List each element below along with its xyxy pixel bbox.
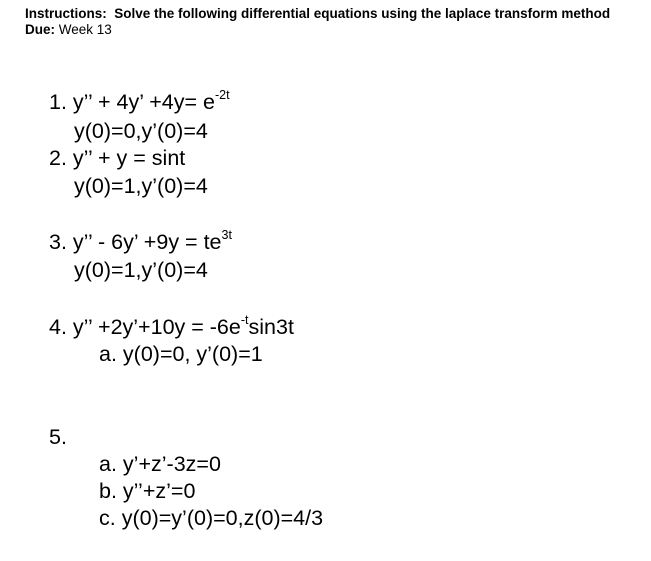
problem-4-number: 4. bbox=[49, 315, 67, 339]
due-line bbox=[25, 22, 625, 38]
instructions-text: Solve the following differential equations using the laplace transform method bbox=[114, 6, 611, 21]
problem-4-equation-main: y’’ +2y’+10y = -6e bbox=[72, 315, 241, 339]
problem-5-sub-a-text: y’+z’-3z=0 bbox=[122, 452, 221, 476]
problem-5-sub-c-label: c. bbox=[99, 506, 116, 530]
problem-5-sub-a-label: a. bbox=[99, 452, 117, 476]
due-label: Due: bbox=[25, 22, 55, 37]
problem-1-exponent: -2t bbox=[214, 88, 230, 102]
problem-4-sub-a-label: a. bbox=[99, 342, 117, 366]
problem-3-equation bbox=[49, 229, 232, 258]
problem-3-conditions: y(0)=1,y’(0)=4 bbox=[74, 258, 208, 282]
problem-4-sub-a bbox=[99, 341, 263, 367]
problem-4-equation bbox=[49, 314, 294, 343]
problem-4-sub-a-text: y(0)=0, y’(0)=1 bbox=[122, 342, 263, 366]
problem-4-exponent: -t bbox=[240, 313, 249, 327]
problem-3-exponent: 3t bbox=[221, 228, 232, 242]
problem-2-conditions: y(0)=1,y’(0)=4 bbox=[74, 174, 208, 198]
problem-5-sub-b-text: y’’+z’=0 bbox=[122, 479, 196, 503]
problem-5-sub-c bbox=[99, 505, 323, 531]
problem-4-equation-tail: sin3t bbox=[248, 315, 294, 339]
instructions-line bbox=[25, 6, 625, 22]
problem-2-number: 2. bbox=[49, 146, 67, 170]
problem-3-number: 3. bbox=[49, 230, 67, 254]
instructions-header bbox=[25, 6, 625, 38]
problem-5-sub-b bbox=[99, 478, 195, 504]
problem-2-equation bbox=[49, 145, 185, 171]
problem-3-equation-main: y’’ - 6y’ +9y = te bbox=[72, 230, 222, 254]
problem-5-sub-b-label: b. bbox=[99, 479, 117, 503]
problem-5-sub-c-text: y(0)=y’(0)=0,z(0)=4/3 bbox=[121, 506, 324, 530]
problem-2-equation-text: y’’ + y = sint bbox=[72, 146, 186, 170]
problem-5-number: 5. bbox=[49, 425, 67, 449]
problem-5-sub-a bbox=[99, 451, 221, 477]
problem-1-number: 1. bbox=[49, 90, 67, 114]
problem-1-equation-main: y’’ + 4y’ +4y= e bbox=[72, 90, 215, 114]
instructions-label: Instructions: bbox=[25, 6, 107, 21]
due-value: Week 13 bbox=[58, 22, 112, 37]
problem-1-equation bbox=[49, 89, 230, 118]
problem-1-conditions: y(0)=0,y’(0)=4 bbox=[74, 119, 208, 143]
